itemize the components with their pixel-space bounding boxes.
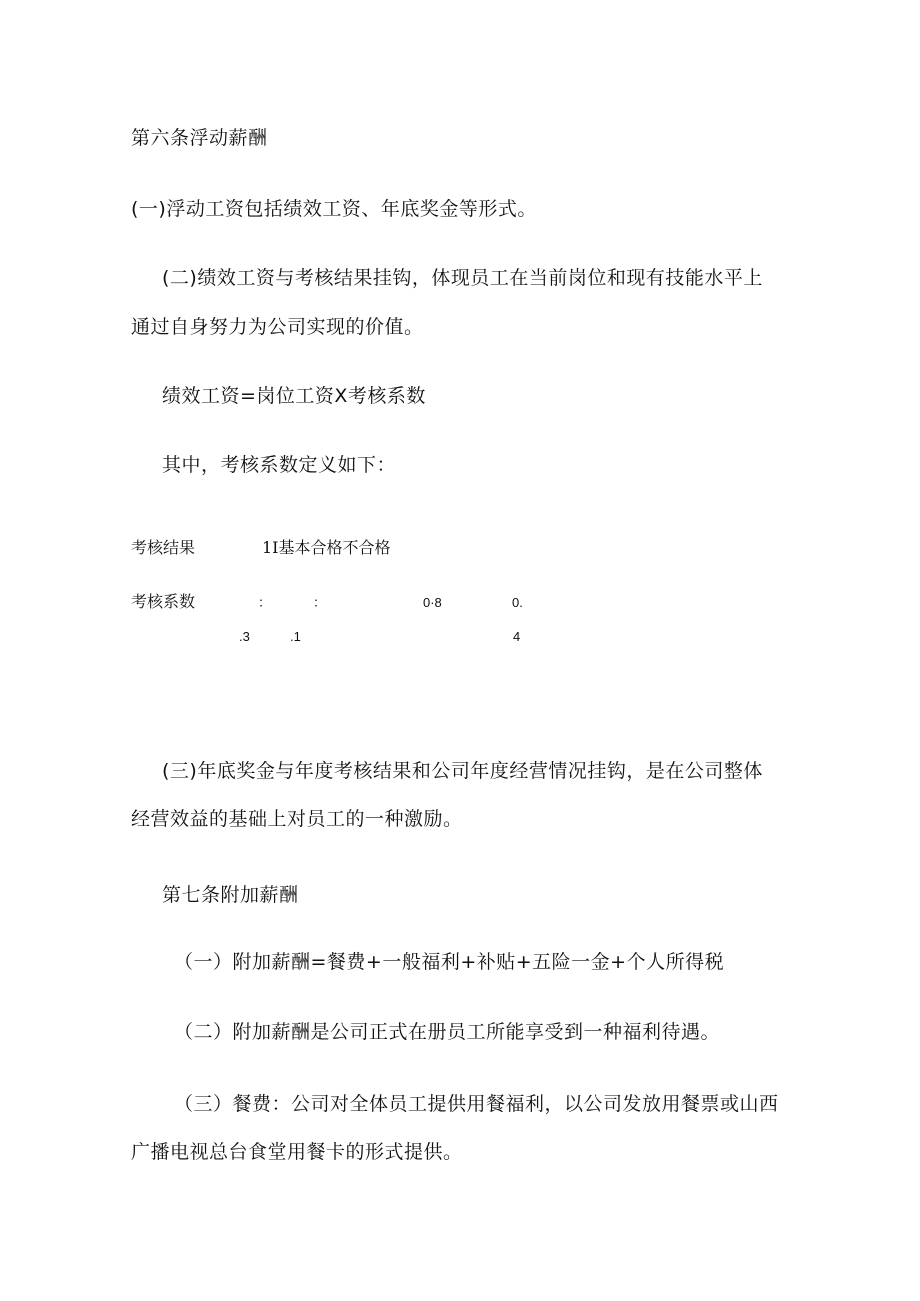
article7-paragraph-2: （二）附加薪酬是公司正式在册员工所能享受到一种福利待遇。 xyxy=(174,1021,721,1043)
article6-paragraph-2-line-2: 通过自身努力为公司实现的价值。 xyxy=(131,316,424,338)
table-value-4: 4 xyxy=(513,629,521,644)
table-row1-values: 1I基本合格不合格 xyxy=(262,538,391,557)
table-value-0-8: 0·8 xyxy=(423,595,442,610)
table-row2-label: 考核系数 xyxy=(131,592,196,611)
table-value-0-dot: 0. xyxy=(512,595,523,610)
table-colon-2: ： xyxy=(313,595,327,610)
article6-paragraph-3-line-1: (三)年底奖金与年度考核结果和公司年度经营情况挂钩，是在公司整体 xyxy=(162,760,763,782)
table-colon-1: ： xyxy=(258,595,272,610)
article7-paragraph-3-line-1: （三）餐费：公司对全体员工提供用餐福利，以公司发放用餐票或山西 xyxy=(174,1093,779,1115)
article7-title: 第七条附加薪酬 xyxy=(162,884,299,906)
table-value-3: .3 xyxy=(239,629,250,644)
article6-paragraph-1: (一)浮动工资包括绩效工资、年底奖金等形式。 xyxy=(131,198,537,220)
table-row1-label: 考核结果 xyxy=(131,538,196,557)
article6-paragraph-2-line-1: (二)绩效工资与考核结果挂钩，体现员工在当前岗位和现有技能水平上 xyxy=(162,267,763,289)
table-value-1: .1 xyxy=(290,629,301,644)
performance-formula: 绩效工资=岗位工资X考核系数 xyxy=(162,385,426,407)
article6-paragraph-3-line-2: 经营效益的基础上对员工的一种激励。 xyxy=(131,808,463,830)
article7-paragraph-1: （一）附加薪酬=餐费+一般福利+补贴+五险一金+个人所得税 xyxy=(174,951,725,973)
article6-title: 第六条浮动薪酬 xyxy=(131,127,268,149)
article7-paragraph-3-line-2: 广播电视总台食堂用餐卡的形式提供。 xyxy=(131,1141,463,1163)
coefficient-intro: 其中，考核系数定义如下： xyxy=(162,454,397,476)
